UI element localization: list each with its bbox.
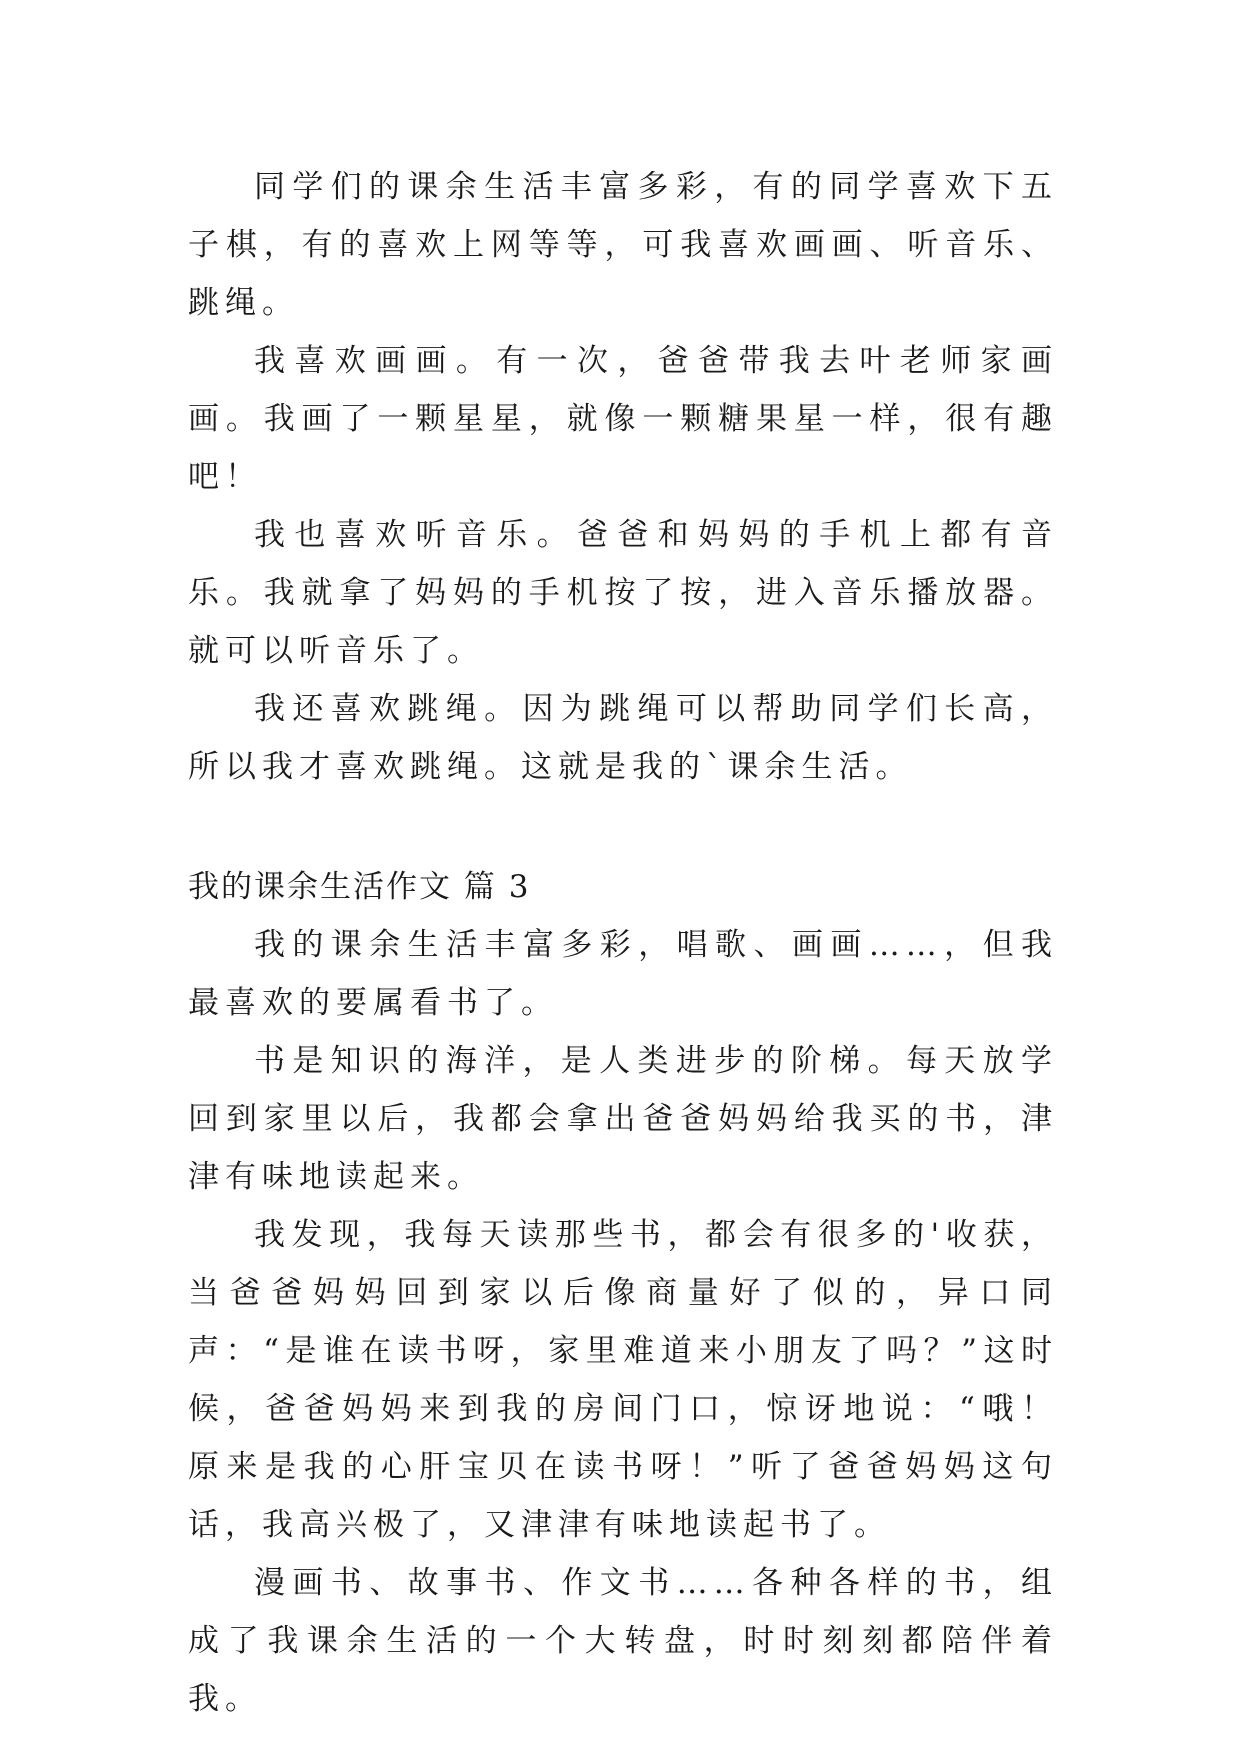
document-page [188,158,1058,1728]
section-heading: 我的课余生活作文 篇 3 [188,869,531,905]
paragraph: 我也喜欢听音乐。爸爸和妈妈的手机上都有音乐。我就拿了妈妈的手机按了按，进入音乐播放器。就可以听音乐了。 [188,517,1058,669]
paragraph: 漫画书、故事书、作文书……各种各样的书，组成了我课余生活的一个大转盘，时时刻刻都陪伴着我。 [188,1565,1058,1717]
paragraph: 我的课余生活丰富多彩，唱歌、画画……，但我最喜欢的要属看书了。 [188,927,1058,1021]
paragraph: 书是知识的海洋，是人类进步的阶梯。每天放学回到家里以后，我都会拿出爸爸妈妈给我买的书，津津有味地读起来。 [188,1043,1058,1195]
paragraph: 我还喜欢跳绳。因为跳绳可以帮助同学们长高，所以我才喜欢跳绳。这就是我的`课余生活。 [188,691,1058,785]
paragraph: 同学们的课余生活丰富多彩，有的同学喜欢下五子棋，有的喜欢上网等等，可我喜欢画画、听音乐、跳绳。 [188,169,1058,321]
paragraph: 我发现，我每天读那些书，都会有很多的'收获，当爸爸妈妈回到家以后像商量好了似的，异口同声：“是谁在读书呀，家里难道来小朋友了吗？”这时候，爸爸妈妈来到我的房间门口，惊讶地说：“哦！原来是我的心肝宝贝在读书呀！”听了爸爸妈妈这句话，我高兴极了，又津津有味地读起书了。 [188,1217,1058,1543]
section-spacer [188,796,1058,858]
paragraph: 我喜欢画画。有一次，爸爸带我去叶老师家画画。我画了一颗星星，就像一颗糖果星一样，很有趣吧！ [188,343,1058,495]
